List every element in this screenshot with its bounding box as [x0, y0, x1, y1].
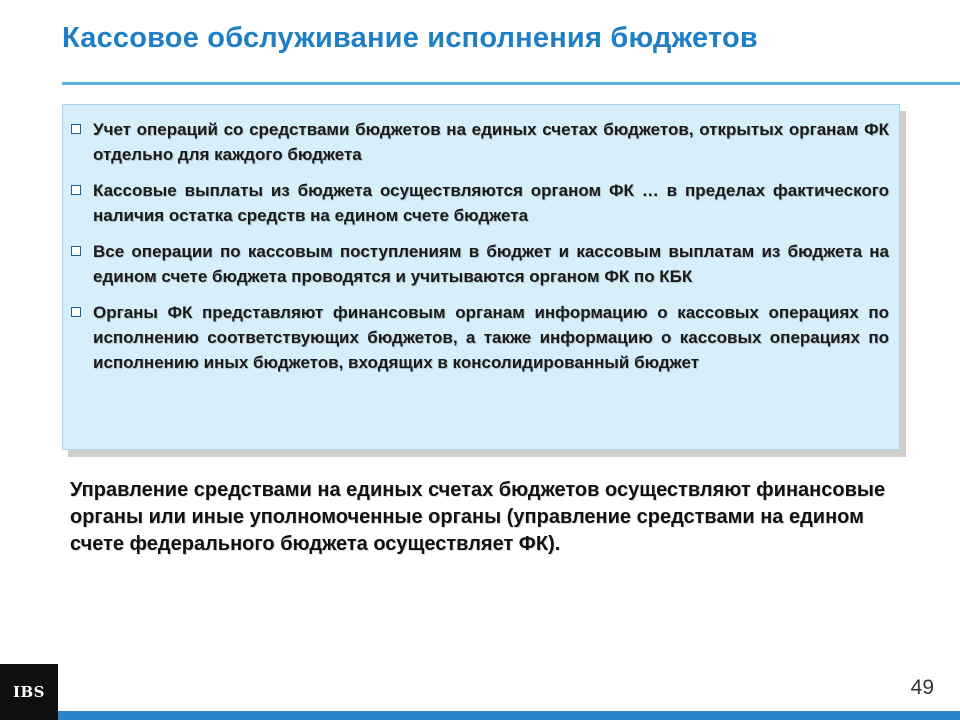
bullet-text: Учет операций со средствами бюджетов на единых счетах бюджетов, открытых органам ФК отдельно для каждого бюджета [93, 120, 889, 164]
bullet-text: Органы ФК представляют финансовым органам информацию о кассовых операциях по исполнению соответствующих бюджетов, а также информацию о кассовых операциях по исполнению иных бюджетов, входящих в консолидированный бюджет [93, 303, 889, 372]
checkbox-square-icon [71, 307, 81, 317]
bullet-item [71, 300, 889, 375]
bullet-item [71, 117, 889, 167]
bullet-text: Кассовые выплаты из бюджета осуществляются органом ФК … в пределах фактического наличия остатка средств на едином счете бюджета [93, 181, 889, 225]
footer-bar [58, 711, 960, 720]
title-divider [62, 82, 960, 85]
bullet-item [71, 239, 889, 289]
summary-text: Управление средствами на единых счетах бюджетов осуществляют финансовые органы или иные уполномоченные органы (управление средствами на едином счете федерального бюджета осуществляет ФК). [70, 479, 886, 555]
checkbox-square-icon [71, 185, 81, 195]
bullet-list [71, 117, 889, 375]
ibs-logo: IBS [0, 664, 58, 720]
slide-title: Кассовое обслуживание исполнения бюджетов [62, 22, 758, 54]
checkbox-square-icon [71, 124, 81, 134]
checkbox-square-icon [71, 246, 81, 256]
bullet-panel [62, 104, 900, 450]
bullet-item [71, 178, 889, 228]
bullet-text: Все операции по кассовым поступлениям в бюджет и кассовым выплатам из бюджета на едином счете бюджета проводятся и учитываются органом ФК по КБК [93, 242, 889, 286]
page-number: 49 [910, 676, 934, 699]
